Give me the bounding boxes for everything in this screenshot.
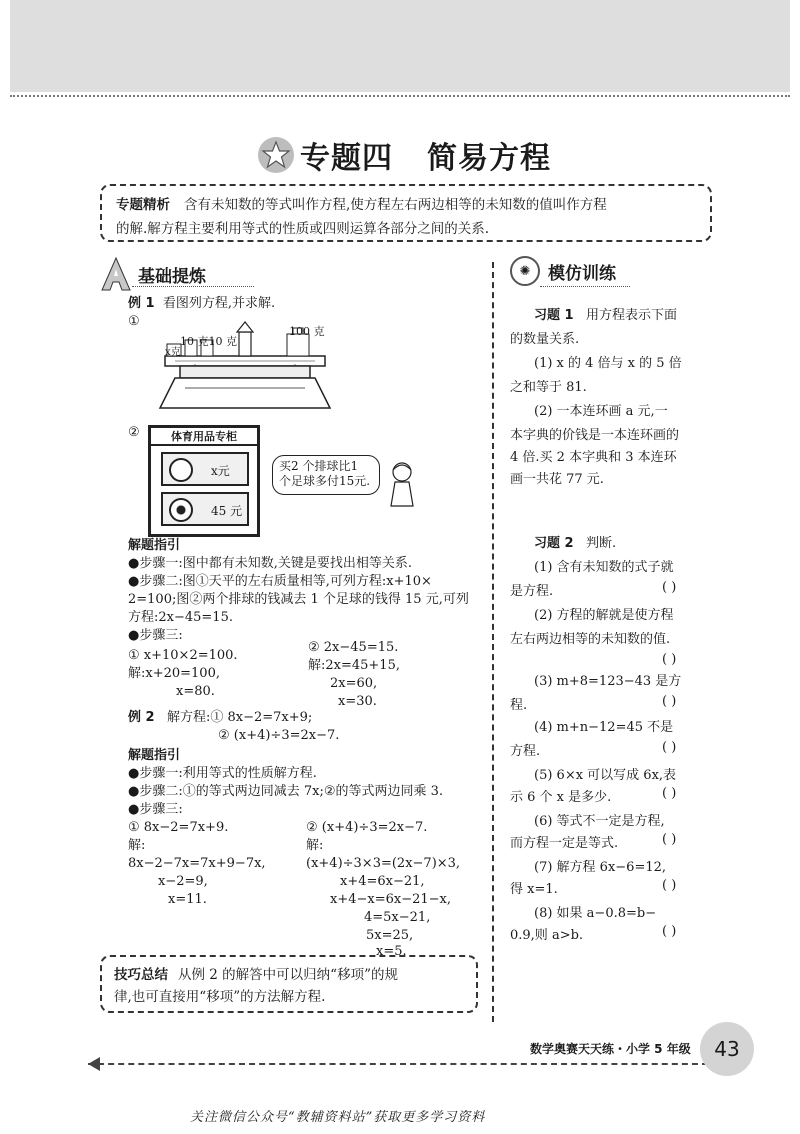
summary-line2: 律,也可直接用“移项”的方法解方程.	[114, 989, 326, 1005]
ex2-label: 习题 2	[534, 536, 574, 551]
ex2-line: 得 x=1.	[510, 882, 558, 897]
section-b-underline	[540, 286, 630, 287]
ex2-title: 判断.	[585, 536, 617, 551]
cabinet-title: 体育用品专柜	[151, 428, 257, 446]
header-band	[10, 0, 790, 92]
solution2-left-line: 8x−2−7x=7x+9−7x,	[128, 856, 266, 871]
guide2-step2: ●步骤二:①的等式两边同减去 7x;②的等式两边同乘 3.	[128, 784, 444, 799]
solution2-right-line: x+4−x=6x−21−x,	[330, 892, 452, 907]
volleyball-price: x元	[211, 464, 230, 478]
ex1-line: 本字典的价钱是一本连环画的	[510, 428, 680, 443]
answer-blank[interactable]: ( )	[662, 694, 677, 709]
solution2-right-line: (x+4)÷3×3=(2x−7)×3,	[306, 856, 461, 871]
ex2-line: (8) 如果 a−0.8=b−	[534, 906, 657, 921]
letter-a-icon	[100, 256, 132, 292]
ex1-line: 之和等于 81.	[510, 380, 587, 395]
guide1-step2b: 2=100;图②两个排球的钱减去 1 个足球的钱得 15 元,可列	[128, 592, 469, 607]
solution2-right-line: ② (x+4)÷3=2x−7.	[306, 820, 428, 835]
scale-right-label: 100 克	[289, 325, 325, 338]
guide2-step1: ●步骤一:利用等式的性质解方程.	[128, 766, 317, 781]
solution2-right-line: x=5.	[376, 944, 407, 959]
section-b-title: 模仿训练	[548, 263, 616, 284]
solution2-right-line: 解:	[306, 838, 324, 853]
answer-blank[interactable]: ( )	[662, 580, 677, 595]
page-title	[258, 130, 551, 180]
solution2-left-line: 解:	[128, 838, 146, 853]
ex2-header	[534, 532, 616, 551]
solution1-right-line: x=30.	[338, 694, 377, 709]
ex2-line: (7) 解方程 6x−6=12,	[534, 860, 667, 875]
solution1-right-line: 解:2x=45+15,	[308, 658, 400, 673]
guide1-step1: ●步骤一:图中都有未知数,关键是要找出相等关系.	[128, 556, 412, 571]
solution2-right-line: x+4=6x−21,	[340, 874, 425, 889]
sports-cabinet-figure	[148, 425, 260, 537]
ex2-line: (6) 等式不一定是方程,	[534, 814, 665, 829]
scale-x-label: x克	[165, 347, 181, 358]
ex2-line: 是方程.	[510, 584, 554, 599]
summary-line1: 从例 2 的解答中可以归纳“移项”的规	[178, 967, 398, 983]
football-price: 45 元	[211, 504, 243, 518]
scale-left-label: 10 克10 克	[180, 335, 237, 348]
ex2-line: (5) 6×x 可以写成 6x,表	[534, 768, 677, 783]
example2-eq2: ② (x+4)÷3=2x−7.	[218, 728, 340, 743]
speech-bubble: 买2 个排球比1 个足球多付15元.	[272, 455, 380, 495]
answer-blank[interactable]: ( )	[662, 832, 677, 847]
example1-text: 看图列方程,并求解.	[162, 296, 276, 311]
volleyball-icon	[169, 458, 193, 482]
intro-label: 专题精析	[116, 197, 170, 213]
solution1-right-line: ② 2x−45=15.	[308, 640, 399, 655]
solution1-left-line: 解:x+20=100,	[128, 666, 220, 681]
summary-label: 技巧总结	[114, 967, 168, 983]
child-figure-icon	[385, 460, 419, 510]
solution2-left-line: ① 8x−2=7x+9.	[128, 820, 229, 835]
solution1-left-line: ① x+10×2=100.	[128, 648, 238, 663]
example2-line1	[128, 710, 312, 726]
answer-blank[interactable]: ( )	[662, 652, 677, 667]
guide1-title: 解题指引	[128, 538, 181, 553]
section-b-heading	[510, 256, 616, 286]
ex2-line: (3) m+8=123−43 是方	[534, 674, 682, 689]
guide1-step2c: 方程:2x−45=15.	[128, 610, 233, 625]
intro-box	[100, 184, 712, 242]
page-number: 43	[714, 1037, 740, 1061]
solution1-left-line: x=80.	[176, 684, 215, 699]
ex1-line: 用方程表示下面	[585, 308, 677, 323]
ex2-line: 0.9,则 a>b.	[510, 928, 584, 943]
intro-line1: 含有未知数的等式叫作方程,使方程左右两边相等的未知数的值叫作方程	[184, 197, 607, 213]
ex2-line: 示 6 个 x 是多少.	[510, 790, 612, 805]
football-icon	[169, 498, 193, 522]
ex1-line: 画一共花 77 元.	[510, 472, 604, 487]
example2-eq1: 解方程:① 8x−2=7x+9;	[166, 710, 313, 725]
ex1-line: (1) x 的 4 倍与 x 的 5 倍	[534, 356, 682, 371]
ex2-line: (2) 方程的解就是使方程	[534, 608, 674, 623]
intro-line2: 的解.解方程主要利用等式的性质或四则运算各部分之间的关系.	[116, 221, 490, 237]
section-a-title: 基础提炼	[138, 266, 206, 287]
ex1-line: 4 倍.买 2 本字典和 3 本连环	[510, 450, 677, 465]
page-number-badge	[700, 1022, 754, 1076]
star-icon	[258, 137, 294, 173]
ex2-line: (4) m+n−12=45 不是	[534, 720, 674, 735]
ex1-line-first	[534, 304, 677, 323]
cabinet-shelf-volleyball	[161, 452, 249, 486]
guide1-step3: ●步骤三:	[128, 628, 183, 643]
ex2-line: 而方程一定是等式.	[510, 836, 619, 851]
solution2-left-line: x=11.	[168, 892, 207, 907]
cabinet-shelf-football	[161, 492, 249, 526]
ex1-label: 习题 1	[534, 308, 574, 323]
brain-icon: ✺	[510, 256, 540, 286]
ex2-line: 程.	[510, 698, 528, 713]
solution2-right-line: 5x=25,	[366, 928, 414, 943]
answer-blank[interactable]: ( )	[662, 924, 677, 939]
ex1-line: 的数量关系.	[510, 332, 580, 347]
ex2-line: (1) 含有未知数的式子就	[534, 560, 674, 575]
title-main: 专题四	[300, 141, 393, 176]
solution1-right-line: 2x=60,	[330, 676, 378, 691]
summary-box	[100, 955, 478, 1013]
guide2-step3: ●步骤三:	[128, 802, 183, 817]
bottom-note: 关注微信公众号“教辅资料站”获取更多学习资料	[190, 1110, 486, 1125]
fig2-number: ②	[128, 425, 140, 440]
example2-label: 例 2	[128, 710, 155, 725]
guide2-title: 解题指引	[128, 748, 181, 763]
answer-blank[interactable]: ( )	[662, 786, 677, 801]
example1-line	[128, 296, 275, 312]
solution2-right-line: 4=5x−21,	[364, 910, 431, 925]
column-divider	[492, 262, 494, 1022]
ex2-line: 方程.	[510, 744, 541, 759]
ex1-line: (2) 一本连环画 a 元,一	[534, 404, 668, 419]
book-title: 数学奥赛天天练・小学 5 年级	[530, 1042, 691, 1056]
ex2-line: 左右两边相等的未知数的值.	[510, 632, 671, 647]
answer-blank[interactable]: ( )	[662, 878, 677, 893]
footer-divider	[88, 1063, 708, 1065]
section-a-underline	[132, 286, 254, 287]
header-divider	[10, 95, 790, 97]
fig1-number: ①	[128, 314, 140, 329]
guide1-step2a: ●步骤二:图①天平的左右质量相等,可列方程:x+10×	[128, 574, 432, 589]
answer-blank[interactable]: ( )	[662, 740, 677, 755]
solution2-left-line: x−2=9,	[158, 874, 208, 889]
example1-label: 例 1	[128, 296, 155, 311]
title-sub: 简易方程	[427, 141, 551, 176]
